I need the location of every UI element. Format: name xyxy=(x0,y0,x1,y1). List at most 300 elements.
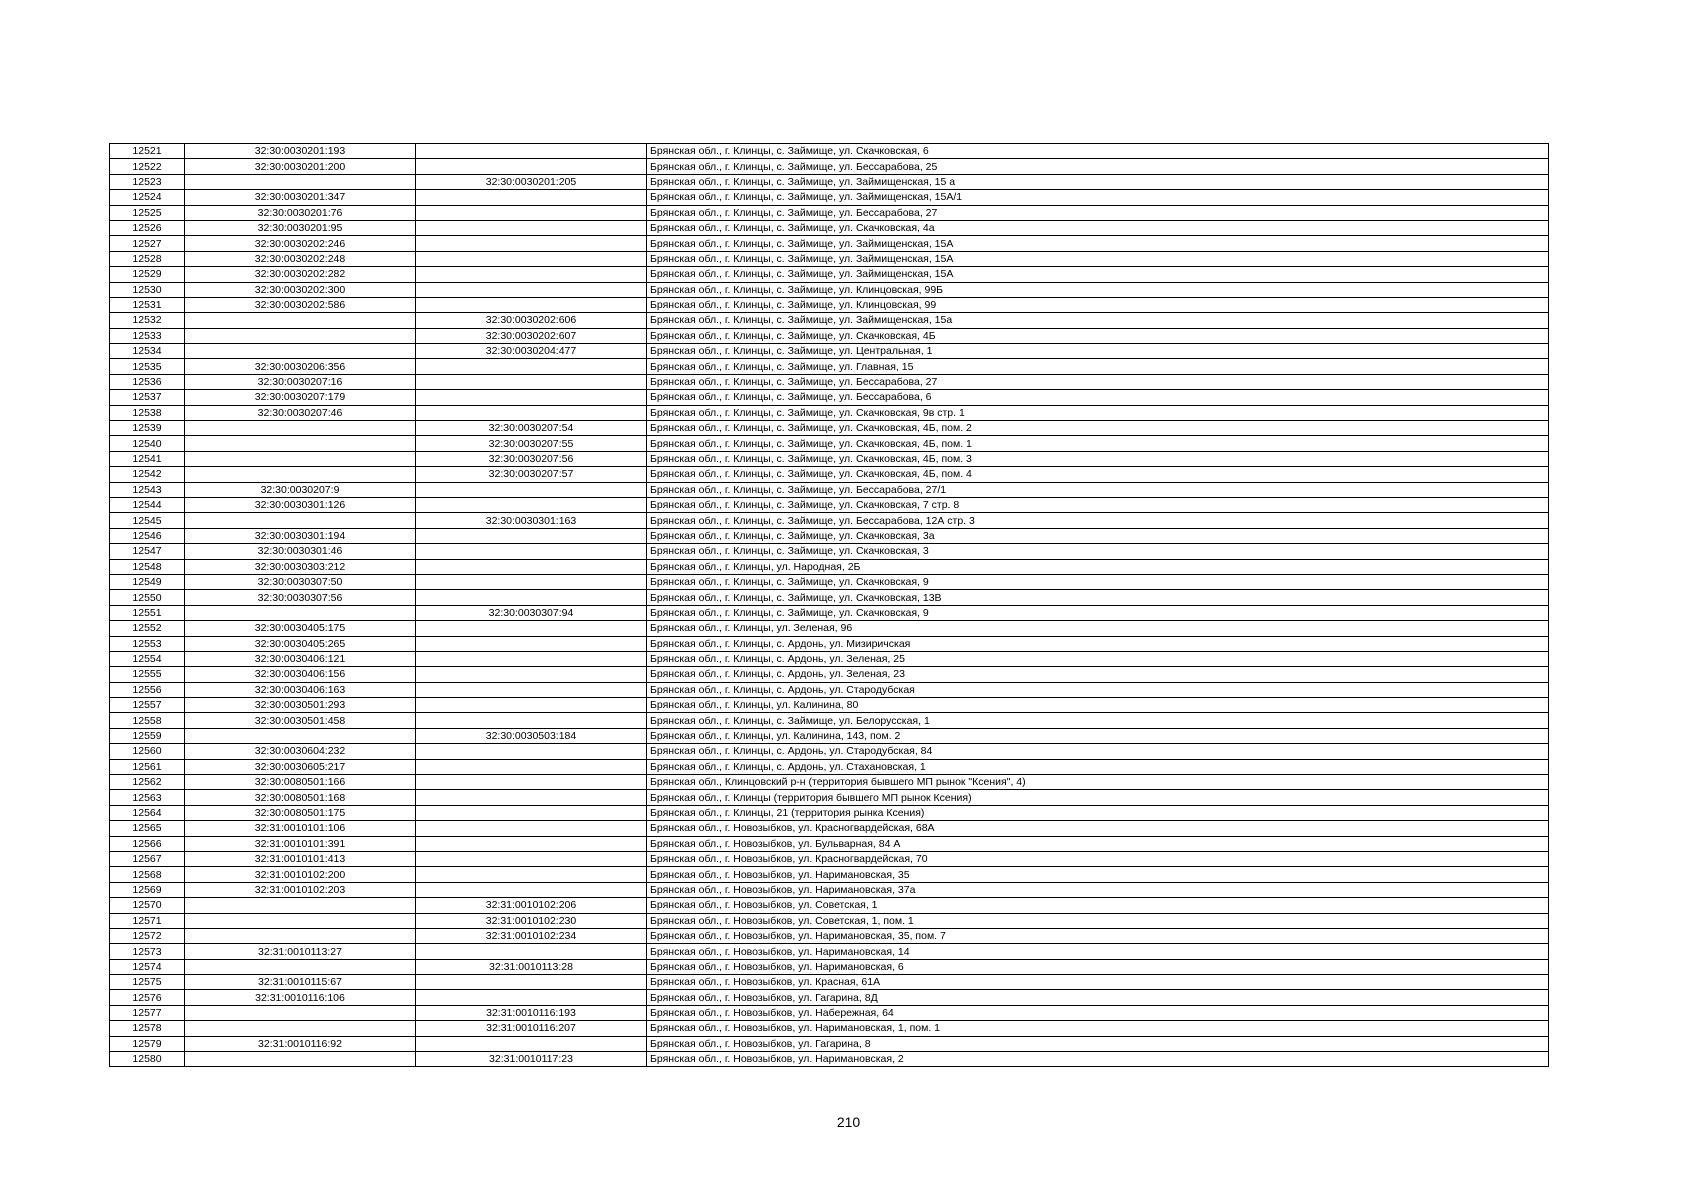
address-cell: Брянская обл., г. Клинцы, с. Займище, ул. Скачковская, 4а xyxy=(647,220,1549,235)
address-cell: Брянская обл., г. Клинцы, с. Займище, ул. Займищенская, 15А/1 xyxy=(647,190,1549,205)
row-number-cell: 12552 xyxy=(110,621,185,636)
cadastral-number-b-cell xyxy=(416,544,647,559)
address-cell: Брянская обл., г. Клинцы, 21 (территория рынка Ксения) xyxy=(647,805,1549,820)
row-number-cell: 12534 xyxy=(110,344,185,359)
table-row xyxy=(110,975,1549,990)
cadastral-number-b-cell xyxy=(416,975,647,990)
address-cell: Брянская обл., г. Новозыбков, ул. Красногвардейская, 70 xyxy=(647,851,1549,866)
cadastral-number-b-cell xyxy=(416,374,647,389)
address-cell: Брянская обл., г. Клинцы, с. Займище, ул. Скачковская, 9в стр. 1 xyxy=(647,405,1549,420)
cadastral-number-a-cell: 32:31:0010102:200 xyxy=(185,867,416,882)
address-cell: Брянская обл., г. Новозыбков, ул. Красная, 61А xyxy=(647,975,1549,990)
cadastral-number-b-cell xyxy=(416,390,647,405)
cadastral-number-a-cell xyxy=(185,928,416,943)
row-number-cell: 12539 xyxy=(110,421,185,436)
table-row xyxy=(110,390,1549,405)
cadastral-number-a-cell xyxy=(185,436,416,451)
row-number-cell: 12576 xyxy=(110,990,185,1005)
cadastral-number-a-cell xyxy=(185,174,416,189)
row-number-cell: 12558 xyxy=(110,713,185,728)
cadastral-number-a-cell xyxy=(185,313,416,328)
cadastral-number-a-cell xyxy=(185,328,416,343)
cadastral-number-a-cell xyxy=(185,467,416,482)
cadastral-number-b-cell xyxy=(416,775,647,790)
address-cell: Брянская обл., г. Клинцы, с. Займище, ул. Займищенская, 15 а xyxy=(647,174,1549,189)
cadastral-number-a-cell: 32:30:0030303:212 xyxy=(185,559,416,574)
table-row xyxy=(110,574,1549,589)
address-cell: Брянская обл., г. Новозыбков, ул. Советская, 1, пом. 1 xyxy=(647,913,1549,928)
address-cell: Брянская обл., г. Новозыбков, ул. Советская, 1 xyxy=(647,898,1549,913)
table-row xyxy=(110,267,1549,282)
table-row xyxy=(110,359,1549,374)
table-row xyxy=(110,805,1549,820)
cadastral-number-b-cell: 32:30:0030503:184 xyxy=(416,728,647,743)
table-row xyxy=(110,621,1549,636)
address-cell: Брянская обл., г. Новозыбков, ул. Наримановская, 14 xyxy=(647,944,1549,959)
cadastral-number-b-cell xyxy=(416,744,647,759)
row-number-cell: 12540 xyxy=(110,436,185,451)
table-row xyxy=(110,790,1549,805)
cadastral-number-a-cell: 32:30:0030501:293 xyxy=(185,698,416,713)
table-row xyxy=(110,728,1549,743)
address-cell: Брянская обл., г. Клинцы, с. Займище, ул. Скачковская, 6 xyxy=(647,144,1549,159)
cadastral-number-a-cell: 32:30:0030207:16 xyxy=(185,374,416,389)
address-cell: Брянская обл., г. Клинцы, с. Займище, ул. Займищенская, 15А xyxy=(647,236,1549,251)
cadastral-number-b-cell xyxy=(416,821,647,836)
address-cell: Брянская обл., г. Клинцы, с. Займище, ул. Скачковская, 3 xyxy=(647,544,1549,559)
row-number-cell: 12523 xyxy=(110,174,185,189)
cadastral-number-b-cell xyxy=(416,944,647,959)
address-cell: Брянская обл., г. Новозыбков, ул. Гагарина, 8Д xyxy=(647,990,1549,1005)
cadastral-number-b-cell: 32:30:0030207:56 xyxy=(416,451,647,466)
cadastral-number-a-cell: 32:30:0030604:232 xyxy=(185,744,416,759)
address-cell: Брянская обл., г. Новозыбков, ул. Бульварная, 84 А xyxy=(647,836,1549,851)
table-row xyxy=(110,313,1549,328)
address-cell: Брянская обл., г. Клинцы, с. Займище, ул. Клинцовская, 99Б xyxy=(647,282,1549,297)
cadastral-number-a-cell: 32:30:0030406:156 xyxy=(185,667,416,682)
table-row xyxy=(110,928,1549,943)
address-cell: Брянская обл., г. Клинцы, с. Займище, ул. Займищенская, 15А xyxy=(647,251,1549,266)
address-cell: Брянская обл., г. Клинцы, с. Займище, ул. Белорусская, 1 xyxy=(647,713,1549,728)
cadastral-number-b-cell xyxy=(416,621,647,636)
cadastral-number-b-cell xyxy=(416,282,647,297)
row-number-cell: 12542 xyxy=(110,467,185,482)
address-cell: Брянская обл., г. Клинцы, с. Займище, ул. Бессарабова, 27/1 xyxy=(647,482,1549,497)
row-number-cell: 12555 xyxy=(110,667,185,682)
row-number-cell: 12532 xyxy=(110,313,185,328)
cadastral-number-a-cell: 32:31:0010115:67 xyxy=(185,975,416,990)
cadastral-number-a-cell: 32:30:0030201:76 xyxy=(185,205,416,220)
cadastral-number-a-cell xyxy=(185,605,416,620)
address-cell: Брянская обл., г. Новозыбков, ул. Наримановская, 35 xyxy=(647,867,1549,882)
table-row xyxy=(110,713,1549,728)
table-row xyxy=(110,1052,1549,1067)
address-cell: Брянская обл., г. Клинцы, с. Займище, ул. Скачковская, 4Б, пом. 3 xyxy=(647,451,1549,466)
cadastral-number-b-cell: 32:31:0010102:234 xyxy=(416,928,647,943)
table-row xyxy=(110,344,1549,359)
cadastral-number-b-cell: 32:31:0010102:206 xyxy=(416,898,647,913)
table-row xyxy=(110,159,1549,174)
address-cell: Брянская обл., г. Клинцы, с. Ардонь, ул. Мизиричская xyxy=(647,636,1549,651)
cadastral-number-b-cell xyxy=(416,574,647,589)
cadastral-number-b-cell: 32:30:0030301:163 xyxy=(416,513,647,528)
row-number-cell: 12522 xyxy=(110,159,185,174)
table-row xyxy=(110,913,1549,928)
table-row xyxy=(110,190,1549,205)
cadastral-number-a-cell: 32:30:0030406:163 xyxy=(185,682,416,697)
cadastral-number-a-cell: 32:30:0030207:179 xyxy=(185,390,416,405)
cadastral-number-a-cell xyxy=(185,1021,416,1036)
row-number-cell: 12529 xyxy=(110,267,185,282)
cadastral-number-b-cell: 32:31:0010113:28 xyxy=(416,959,647,974)
cadastral-number-b-cell xyxy=(416,651,647,666)
table-row xyxy=(110,559,1549,574)
cadastral-number-a-cell: 32:30:0030301:194 xyxy=(185,528,416,543)
cadastral-number-a-cell: 32:30:0030301:46 xyxy=(185,544,416,559)
address-cell: Брянская обл., г. Клинцы, с. Займище, ул. Бессарабова, 12А стр. 3 xyxy=(647,513,1549,528)
cadastral-number-b-cell xyxy=(416,990,647,1005)
table-row xyxy=(110,174,1549,189)
cadastral-number-b-cell xyxy=(416,1036,647,1051)
cadastral-number-b-cell xyxy=(416,144,647,159)
cadastral-number-a-cell: 32:30:0030207:46 xyxy=(185,405,416,420)
cadastral-number-a-cell xyxy=(185,513,416,528)
cadastral-number-a-cell: 32:30:0030202:246 xyxy=(185,236,416,251)
address-cell: Брянская обл., г. Клинцы, с. Займище, ул. Скачковская, 4Б xyxy=(647,328,1549,343)
row-number-cell: 12563 xyxy=(110,790,185,805)
address-cell: Брянская обл., г. Клинцы, с. Займище, ул. Займищенская, 15А xyxy=(647,267,1549,282)
table-row xyxy=(110,651,1549,666)
row-number-cell: 12574 xyxy=(110,959,185,974)
cadastral-number-a-cell: 32:31:0010101:413 xyxy=(185,851,416,866)
row-number-cell: 12562 xyxy=(110,775,185,790)
row-number-cell: 12571 xyxy=(110,913,185,928)
row-number-cell: 12541 xyxy=(110,451,185,466)
address-cell: Брянская обл., г. Клинцы, с. Займище, ул. Скачковская, 4Б, пом. 1 xyxy=(647,436,1549,451)
address-cell: Брянская обл., г. Клинцы, ул. Зеленая, 96 xyxy=(647,621,1549,636)
cadastral-number-b-cell xyxy=(416,405,647,420)
cadastral-number-b-cell xyxy=(416,682,647,697)
table-row xyxy=(110,436,1549,451)
table-row xyxy=(110,944,1549,959)
address-cell: Брянская обл., г. Клинцы, с. Займище, ул. Скачковская, 9 xyxy=(647,574,1549,589)
table-row xyxy=(110,682,1549,697)
row-number-cell: 12565 xyxy=(110,821,185,836)
cadastral-number-a-cell: 32:30:0030405:265 xyxy=(185,636,416,651)
cadastral-number-a-cell: 32:31:0010101:391 xyxy=(185,836,416,851)
row-number-cell: 12545 xyxy=(110,513,185,528)
row-number-cell: 12535 xyxy=(110,359,185,374)
cadastral-number-a-cell: 32:30:0030307:56 xyxy=(185,590,416,605)
address-cell: Брянская обл., г. Новозыбков, ул. Наримановская, 2 xyxy=(647,1052,1549,1067)
row-number-cell: 12536 xyxy=(110,374,185,389)
table-row xyxy=(110,297,1549,312)
row-number-cell: 12547 xyxy=(110,544,185,559)
cadastral-number-a-cell: 32:30:0030201:193 xyxy=(185,144,416,159)
cadastral-number-a-cell: 32:30:0030207:9 xyxy=(185,482,416,497)
cadastral-number-a-cell: 32:30:0030202:586 xyxy=(185,297,416,312)
table-row xyxy=(110,836,1549,851)
cadastral-number-b-cell: 32:30:0030207:54 xyxy=(416,421,647,436)
row-number-cell: 12556 xyxy=(110,682,185,697)
cadastral-number-a-cell xyxy=(185,1052,416,1067)
table-row xyxy=(110,251,1549,266)
cadastral-number-b-cell xyxy=(416,190,647,205)
cadastral-number-b-cell xyxy=(416,805,647,820)
cadastral-number-b-cell xyxy=(416,759,647,774)
cadastral-number-b-cell xyxy=(416,159,647,174)
row-number-cell: 12568 xyxy=(110,867,185,882)
cadastral-number-b-cell xyxy=(416,836,647,851)
cadastral-number-a-cell xyxy=(185,913,416,928)
table-row xyxy=(110,882,1549,897)
cadastral-number-a-cell: 32:30:0080501:166 xyxy=(185,775,416,790)
cadastral-number-a-cell: 32:31:0010116:106 xyxy=(185,990,416,1005)
address-cell: Брянская обл., г. Новозыбков, ул. Наримановская, 37а xyxy=(647,882,1549,897)
row-number-cell: 12569 xyxy=(110,882,185,897)
row-number-cell: 12528 xyxy=(110,251,185,266)
cadastral-number-b-cell: 32:31:0010102:230 xyxy=(416,913,647,928)
row-number-cell: 12575 xyxy=(110,975,185,990)
table-row xyxy=(110,775,1549,790)
address-cell: Брянская обл., г. Клинцы, с. Займище, ул. Бессарабова, 6 xyxy=(647,390,1549,405)
cadastral-number-a-cell: 32:30:0030501:458 xyxy=(185,713,416,728)
cadastral-number-b-cell xyxy=(416,882,647,897)
address-cell: Брянская обл., г. Новозыбков, ул. Наримановская, 35, пом. 7 xyxy=(647,928,1549,943)
row-number-cell: 12546 xyxy=(110,528,185,543)
cadastral-number-b-cell xyxy=(416,851,647,866)
cadastral-number-a-cell xyxy=(185,344,416,359)
cadastral-number-b-cell xyxy=(416,713,647,728)
cadastral-number-b-cell: 32:31:0010117:23 xyxy=(416,1052,647,1067)
row-number-cell: 12550 xyxy=(110,590,185,605)
cadastral-number-b-cell xyxy=(416,205,647,220)
cadastral-number-a-cell: 32:30:0030605:217 xyxy=(185,759,416,774)
cadastral-number-b-cell xyxy=(416,590,647,605)
cadastral-number-a-cell: 32:30:0030307:50 xyxy=(185,574,416,589)
table-row xyxy=(110,451,1549,466)
address-cell: Брянская обл., г. Клинцы, с. Займище, ул. Скачковская, 3а xyxy=(647,528,1549,543)
table-row xyxy=(110,636,1549,651)
address-cell: Брянская обл., г. Клинцы, с. Ардонь, ул. Стародубская xyxy=(647,682,1549,697)
table-row xyxy=(110,590,1549,605)
cadastral-number-b-cell xyxy=(416,236,647,251)
records-table-body xyxy=(110,144,1549,1067)
records-table xyxy=(109,143,1549,1067)
table-row xyxy=(110,513,1549,528)
cadastral-number-a-cell: 32:30:0030202:282 xyxy=(185,267,416,282)
cadastral-number-b-cell: 32:30:0030202:606 xyxy=(416,313,647,328)
cadastral-number-a-cell: 32:30:0030405:175 xyxy=(185,621,416,636)
row-number-cell: 12548 xyxy=(110,559,185,574)
table-row xyxy=(110,328,1549,343)
cadastral-number-b-cell xyxy=(416,497,647,512)
address-cell: Брянская обл., г. Новозыбков, ул. Гагарина, 8 xyxy=(647,1036,1549,1051)
address-cell: Брянская обл., г. Клинцы, с. Займище, ул. Скачковская, 9 xyxy=(647,605,1549,620)
row-number-cell: 12531 xyxy=(110,297,185,312)
cadastral-number-b-cell xyxy=(416,482,647,497)
table-row xyxy=(110,282,1549,297)
row-number-cell: 12564 xyxy=(110,805,185,820)
address-cell: Брянская обл., г. Клинцы, с. Займище, ул. Скачковская, 7 стр. 8 xyxy=(647,497,1549,512)
cadastral-number-b-cell: 32:30:0030204:477 xyxy=(416,344,647,359)
table-row xyxy=(110,220,1549,235)
row-number-cell: 12549 xyxy=(110,574,185,589)
cadastral-number-a-cell: 32:30:0030201:200 xyxy=(185,159,416,174)
cadastral-number-b-cell xyxy=(416,220,647,235)
cadastral-number-b-cell xyxy=(416,867,647,882)
address-cell: Брянская обл., г. Клинцы, с. Займище, ул. Центральная, 1 xyxy=(647,344,1549,359)
table-row xyxy=(110,698,1549,713)
row-number-cell: 12557 xyxy=(110,698,185,713)
table-row xyxy=(110,528,1549,543)
table-row xyxy=(110,867,1549,882)
row-number-cell: 12580 xyxy=(110,1052,185,1067)
address-cell: Брянская обл., г. Клинцы, с. Займище, ул. Главная, 15 xyxy=(647,359,1549,374)
cadastral-number-b-cell xyxy=(416,267,647,282)
row-number-cell: 12560 xyxy=(110,744,185,759)
address-cell: Брянская обл., г. Клинцы, с. Займище, ул. Бессарабова, 27 xyxy=(647,205,1549,220)
table-row xyxy=(110,482,1549,497)
address-cell: Брянская обл., г. Клинцы (территория бывшего МП рынок Ксения) xyxy=(647,790,1549,805)
cadastral-number-b-cell: 32:31:0010116:207 xyxy=(416,1021,647,1036)
address-cell: Брянская обл., г. Новозыбков, ул. Наримановская, 6 xyxy=(647,959,1549,974)
table-row xyxy=(110,821,1549,836)
table-row xyxy=(110,374,1549,389)
row-number-cell: 12561 xyxy=(110,759,185,774)
table-row xyxy=(110,421,1549,436)
cadastral-number-a-cell: 32:30:0030301:126 xyxy=(185,497,416,512)
cadastral-number-a-cell: 32:30:0030406:121 xyxy=(185,651,416,666)
cadastral-number-a-cell xyxy=(185,898,416,913)
row-number-cell: 12578 xyxy=(110,1021,185,1036)
row-number-cell: 12538 xyxy=(110,405,185,420)
table-row xyxy=(110,667,1549,682)
row-number-cell: 12570 xyxy=(110,898,185,913)
address-cell: Брянская обл., г. Новозыбков, ул. Наримановская, 1, пом. 1 xyxy=(647,1021,1549,1036)
cadastral-number-b-cell: 32:30:0030307:94 xyxy=(416,605,647,620)
cadastral-number-b-cell xyxy=(416,559,647,574)
table-row xyxy=(110,1036,1549,1051)
address-cell: Брянская обл., г. Клинцы, с. Ардонь, ул. Стародубская, 84 xyxy=(647,744,1549,759)
table-row xyxy=(110,236,1549,251)
cadastral-number-a-cell: 32:30:0080501:168 xyxy=(185,790,416,805)
cadastral-number-b-cell: 32:30:0030207:57 xyxy=(416,467,647,482)
address-cell: Брянская обл., г. Клинцы, с. Займище, ул. Скачковская, 4Б, пом. 2 xyxy=(647,421,1549,436)
table-row xyxy=(110,851,1549,866)
address-cell: Брянская обл., г. Клинцы, ул. Народная, 2Б xyxy=(647,559,1549,574)
table-row xyxy=(110,744,1549,759)
address-cell: Брянская обл., г. Клинцы, с. Займище, ул. Клинцовская, 99 xyxy=(647,297,1549,312)
table-row xyxy=(110,205,1549,220)
cadastral-number-a-cell: 32:30:0030201:95 xyxy=(185,220,416,235)
row-number-cell: 12544 xyxy=(110,497,185,512)
address-cell: Брянская обл., Клинцовский р-н (территория бывшего МП рынок "Ксения", 4) xyxy=(647,775,1549,790)
table-row xyxy=(110,898,1549,913)
cadastral-number-b-cell xyxy=(416,636,647,651)
row-number-cell: 12566 xyxy=(110,836,185,851)
cadastral-number-a-cell xyxy=(185,728,416,743)
row-number-cell: 12559 xyxy=(110,728,185,743)
cadastral-number-a-cell: 32:30:0030202:248 xyxy=(185,251,416,266)
cadastral-number-a-cell: 32:30:0080501:175 xyxy=(185,805,416,820)
cadastral-number-b-cell xyxy=(416,528,647,543)
address-cell: Брянская обл., г. Клинцы, с. Ардонь, ул. Зеленая, 25 xyxy=(647,651,1549,666)
table-row xyxy=(110,990,1549,1005)
cadastral-number-a-cell: 32:31:0010101:106 xyxy=(185,821,416,836)
cadastral-number-a-cell xyxy=(185,451,416,466)
row-number-cell: 12553 xyxy=(110,636,185,651)
address-cell: Брянская обл., г. Клинцы, ул. Калинина, 143, пом. 2 xyxy=(647,728,1549,743)
table-row xyxy=(110,1021,1549,1036)
cadastral-number-b-cell xyxy=(416,297,647,312)
address-cell: Брянская обл., г. Клинцы, с. Займище, ул. Скачковская, 4Б, пом. 4 xyxy=(647,467,1549,482)
row-number-cell: 12525 xyxy=(110,205,185,220)
table-row xyxy=(110,959,1549,974)
address-cell: Брянская обл., г. Новозыбков, ул. Набережная, 64 xyxy=(647,1005,1549,1020)
table-row xyxy=(110,1005,1549,1020)
address-cell: Брянская обл., г. Новозыбков, ул. Красногвардейская, 68А xyxy=(647,821,1549,836)
cadastral-number-a-cell: 32:30:0030201:347 xyxy=(185,190,416,205)
row-number-cell: 12567 xyxy=(110,851,185,866)
address-cell: Брянская обл., г. Клинцы, с. Ардонь, ул. Зеленая, 23 xyxy=(647,667,1549,682)
cadastral-number-b-cell xyxy=(416,251,647,266)
row-number-cell: 12579 xyxy=(110,1036,185,1051)
row-number-cell: 12577 xyxy=(110,1005,185,1020)
cadastral-number-b-cell xyxy=(416,667,647,682)
row-number-cell: 12533 xyxy=(110,328,185,343)
cadastral-number-b-cell xyxy=(416,790,647,805)
table-row xyxy=(110,497,1549,512)
row-number-cell: 12530 xyxy=(110,282,185,297)
cadastral-number-a-cell: 32:31:0010116:92 xyxy=(185,1036,416,1051)
row-number-cell: 12521 xyxy=(110,144,185,159)
address-cell: Брянская обл., г. Клинцы, с. Займище, ул. Займищенская, 15а xyxy=(647,313,1549,328)
cadastral-number-b-cell xyxy=(416,359,647,374)
cadastral-number-a-cell xyxy=(185,959,416,974)
address-cell: Брянская обл., г. Клинцы, ул. Калинина, 80 xyxy=(647,698,1549,713)
row-number-cell: 12527 xyxy=(110,236,185,251)
row-number-cell: 12543 xyxy=(110,482,185,497)
cadastral-number-b-cell: 32:30:0030201:205 xyxy=(416,174,647,189)
cadastral-number-b-cell xyxy=(416,698,647,713)
address-cell: Брянская обл., г. Клинцы, с. Займище, ул. Скачковская, 13В xyxy=(647,590,1549,605)
cadastral-number-b-cell: 32:30:0030207:55 xyxy=(416,436,647,451)
row-number-cell: 12537 xyxy=(110,390,185,405)
table-row xyxy=(110,759,1549,774)
row-number-cell: 12573 xyxy=(110,944,185,959)
address-cell: Брянская обл., г. Клинцы, с. Займище, ул. Бессарабова, 25 xyxy=(647,159,1549,174)
table-row xyxy=(110,544,1549,559)
row-number-cell: 12524 xyxy=(110,190,185,205)
row-number-cell: 12554 xyxy=(110,651,185,666)
cadastral-number-b-cell: 32:31:0010116:193 xyxy=(416,1005,647,1020)
table-row xyxy=(110,405,1549,420)
cadastral-number-a-cell xyxy=(185,421,416,436)
cadastral-number-a-cell xyxy=(185,1005,416,1020)
table-row xyxy=(110,605,1549,620)
address-cell: Брянская обл., г. Клинцы, с. Ардонь, ул. Стахановская, 1 xyxy=(647,759,1549,774)
cadastral-number-b-cell: 32:30:0030202:607 xyxy=(416,328,647,343)
page-number: 210 xyxy=(836,1114,861,1130)
cadastral-number-a-cell: 32:31:0010102:203 xyxy=(185,882,416,897)
row-number-cell: 12526 xyxy=(110,220,185,235)
table-row xyxy=(110,144,1549,159)
cadastral-number-a-cell: 32:30:0030202:300 xyxy=(185,282,416,297)
row-number-cell: 12572 xyxy=(110,928,185,943)
address-cell: Брянская обл., г. Клинцы, с. Займище, ул. Бессарабова, 27 xyxy=(647,374,1549,389)
cadastral-number-a-cell: 32:31:0010113:27 xyxy=(185,944,416,959)
